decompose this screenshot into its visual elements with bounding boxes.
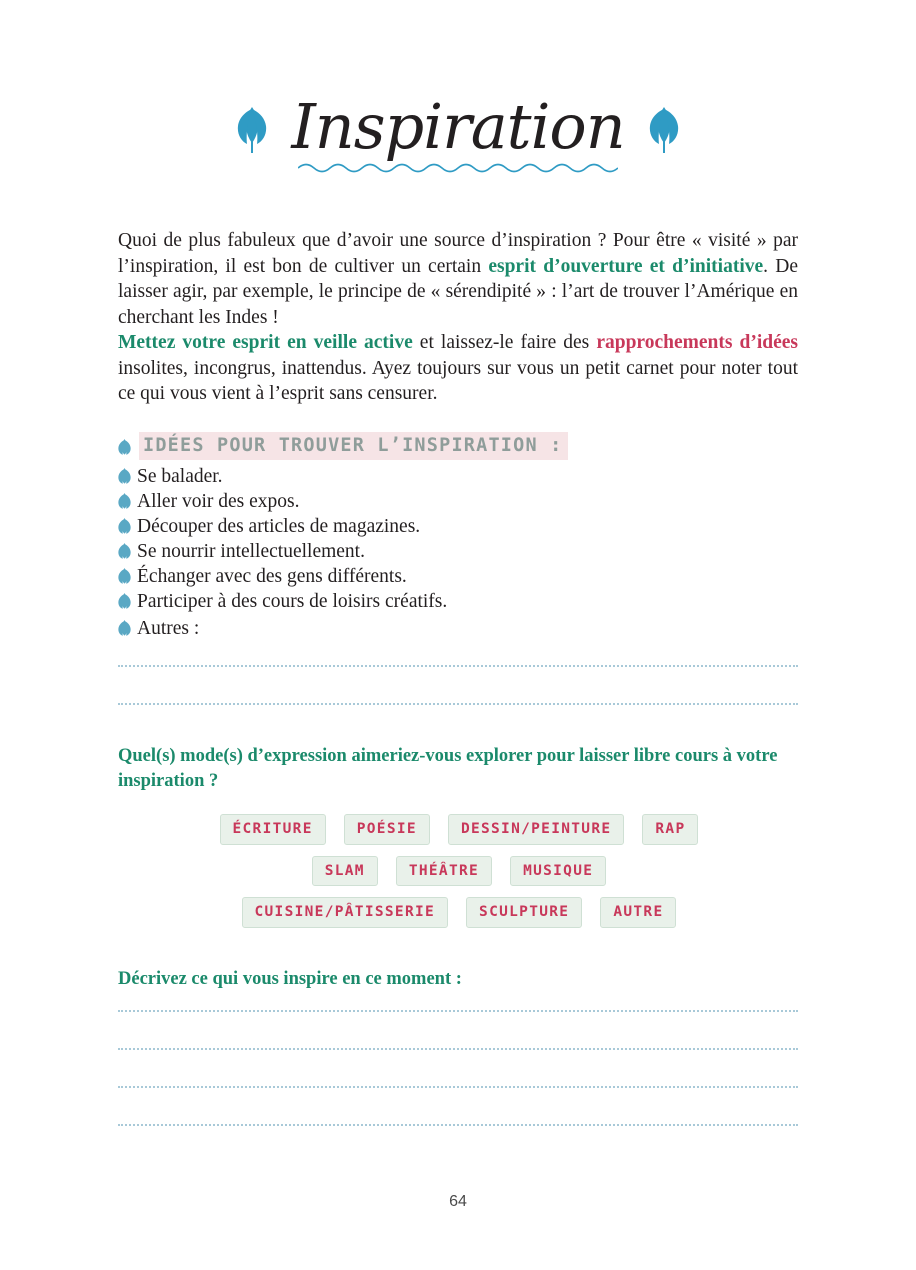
ideas-list [118, 464, 798, 641]
list-item-label: Participer à des cours de loisirs créatifs. [137, 591, 448, 612]
expression-tag-group [118, 814, 800, 939]
list-item [118, 539, 798, 564]
tulip-bullet-icon [118, 541, 131, 566]
tag-option[interactable]: SLAM [312, 856, 378, 887]
tag-row-3 [118, 897, 800, 928]
list-item [118, 514, 798, 539]
intro-p2-b: insolites, incongrus, inattendus. Ayez toujours sur vous un petit carnet pour noter tout ce qui vous vient à l’esprit sans censurer. [118, 357, 798, 404]
intro-p2-a: et laissez-le faire des [412, 332, 597, 353]
tulip-bullet-icon [118, 466, 131, 491]
tag-option[interactable]: MUSIQUE [510, 856, 606, 887]
list-item-label: Autres : [137, 618, 200, 639]
page-title-block [0, 90, 916, 174]
question-1: Quel(s) mode(s) d’expression aimeriez-vous explorer pour laisser libre cours à votre inspiration ? [118, 746, 778, 791]
tag-row-1 [118, 814, 800, 845]
title-row [0, 90, 916, 163]
intro-p1-b: . De laisser agir, par exemple, le principe de « sérendipité » : l’art de trouver l’Amérique en cherchant les Indes ! [118, 255, 799, 328]
ideas-heading [118, 432, 568, 460]
list-item-label: Aller voir des expos. [137, 491, 300, 512]
write-line[interactable] [118, 1124, 798, 1126]
write-line[interactable] [118, 1086, 798, 1088]
tulip-icon-right [641, 99, 687, 155]
intro-text [118, 228, 798, 407]
list-item-label: Se nourrir intellectuellement. [137, 541, 365, 562]
tag-option[interactable]: DESSIN/PEINTURE [448, 814, 624, 845]
intro-highlight-2: Mettez votre esprit en veille active [118, 332, 413, 353]
tag-row-2 [118, 856, 800, 887]
question-2: Décrivez ce qui vous inspire en ce moment : [118, 969, 462, 989]
tulip-bullet-icon [118, 516, 131, 541]
write-line[interactable] [118, 1048, 798, 1050]
intro-paragraph-1 [118, 228, 798, 330]
intro-paragraph-2 [118, 330, 798, 407]
list-item-label: Échanger avec des gens différents. [137, 566, 407, 587]
page-title: Inspiration [291, 90, 625, 163]
intro-p1-a: Quoi de plus fabuleux que d’avoir une source d’inspiration ? Pour être « visité » par l’inspiration, il est bon de cultiver un certain [118, 230, 798, 277]
tulip-bullet-icon [118, 618, 131, 643]
tulip-bullet-icon [118, 438, 131, 455]
tulip-bullet-icon [118, 566, 131, 591]
ideas-heading-label: IDÉES POUR TROUVER L’INSPIRATION : [139, 432, 568, 460]
tag-option[interactable]: AUTRE [600, 897, 676, 928]
tag-option[interactable]: THÉÂTRE [396, 856, 492, 887]
write-line[interactable] [118, 1010, 798, 1012]
tag-option[interactable]: CUISINE/PÂTISSERIE [242, 897, 449, 928]
tag-option[interactable]: POÉSIE [344, 814, 430, 845]
list-item [118, 464, 798, 489]
tag-option[interactable]: ÉCRITURE [220, 814, 326, 845]
list-item [118, 589, 798, 614]
page-number: 64 [449, 1193, 467, 1210]
tag-option[interactable]: SCULPTURE [466, 897, 582, 928]
tulip-bullet-icon [118, 491, 131, 516]
list-item [118, 564, 798, 589]
tag-option[interactable]: RAP [642, 814, 698, 845]
write-line[interactable] [118, 703, 798, 705]
tulip-bullet-icon [118, 591, 131, 616]
tulip-icon-left [229, 99, 275, 155]
write-line[interactable] [118, 665, 798, 667]
list-item [118, 489, 798, 514]
intro-highlight-1: esprit d’ouverture et d’initiative [488, 255, 764, 277]
list-item-label: Se balader. [137, 466, 223, 487]
list-item-label: Découper des articles de magazines. [137, 516, 421, 537]
intro-highlight-3: rapprochements d’idées [596, 332, 799, 353]
list-item [118, 616, 798, 641]
